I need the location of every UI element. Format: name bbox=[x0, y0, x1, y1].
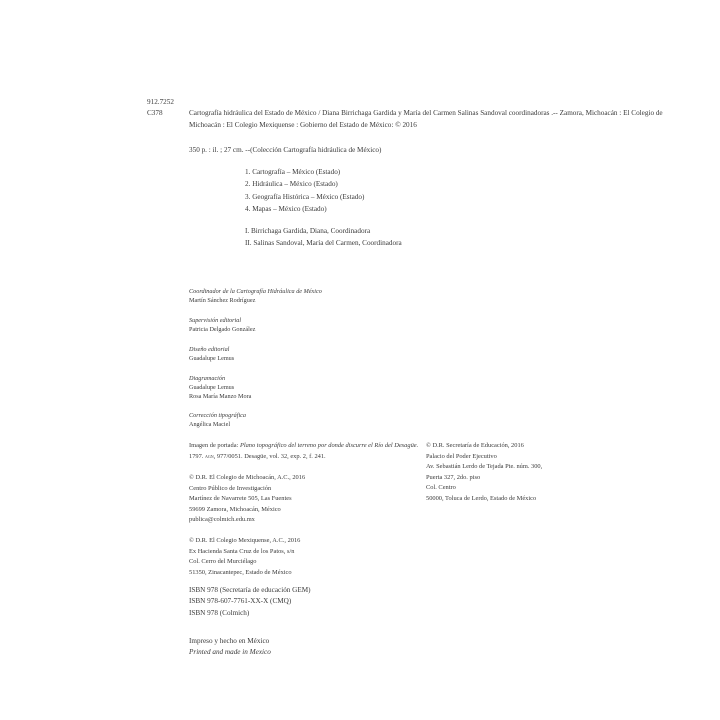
isbn-line: ISBN 978-607-7761-XX-X (CMQ) bbox=[189, 597, 292, 606]
subject-item: 2. Hidráulica – México (Estado) bbox=[245, 180, 338, 189]
catalog-physical: 350 p. : il. ; 27 cm. --(Colección Cartografía hidráulica de México) bbox=[189, 146, 382, 154]
printed-english: Printed and made in Mexico bbox=[189, 648, 271, 657]
isbn-line: ISBN 978 (Secretaría de educación GEM) bbox=[189, 586, 311, 594]
cover-image-credit: Imagen de portada: Plano topográfico del terreno por donde discurre el Río del Desagüe. 1797. agn, 977/0051. Desagüe, vol. 32, exp. 2, f. 241. bbox=[189, 442, 419, 460]
rights-cmq: © D.R. El Colegio Mexiquense, A.C., 2016 Ex Hacienda Santa Cruz de los Patos, s/n Col. Cerro del Murciélago 51350, Zinacantepec, Estado de México bbox=[189, 537, 301, 576]
classification-number: 912.7252 bbox=[147, 98, 174, 106]
credit-role: Coordinador de la Cartografía Hidráulica de México bbox=[189, 288, 322, 295]
credit-name: Rosa María Manzo Mora bbox=[189, 393, 252, 400]
credit-name: Guadalupe Lemus bbox=[189, 384, 235, 391]
classification-cutter: C378 bbox=[147, 109, 163, 117]
rights-sep: © D.R. Secretaría de Educación, 2016 Palacio del Poder Ejecutivo Av. Sebastián Lerdo de Tejada Pte. núm. 300, Puerta 327, 2do. piso Col. Centro 50000, Toluca de Lerdo, Estado de México bbox=[426, 442, 543, 502]
credit-layout bbox=[189, 374, 449, 401]
credit-role: Diseño editorial bbox=[189, 346, 230, 353]
isbn-block bbox=[189, 585, 311, 619]
credit-coordinator bbox=[189, 287, 449, 305]
rights-colmich: © D.R. El Colegio de Michoacán, A.C., 2016 Centro Público de Investigación Martínez de Navarrete 505, Las Fuentes 59699 Zamora, Michoacán, México publica@colmich.edu.mx bbox=[189, 474, 306, 524]
subject-item: 4. Mapas – México (Estado) bbox=[245, 205, 327, 214]
credit-role: Corrección tipográfica bbox=[189, 412, 246, 419]
credit-name: Angélica Maciel bbox=[189, 421, 231, 428]
added-entry: II. Salinas Sandoval, María del Carmen, Coordinadora bbox=[245, 239, 402, 248]
credit-role: Diagramación bbox=[189, 375, 226, 382]
credit-design bbox=[189, 345, 449, 363]
subject-list bbox=[245, 166, 364, 216]
credit-role: Supervisión editorial bbox=[189, 317, 242, 324]
catalog-entry: Cartografía hidráulica del Estado de México / Diana Birrichaga Gardida y María del Carmen Salinas Sandoval coordinadoras .-- Zamora, Michoacán : El Colegio de Michoacán : El Colegio Mexiquense : Gobierno del Estado de México: © 2016 bbox=[189, 109, 663, 130]
added-entry: I. Birrichaga Gardida, Diana, Coordinadora bbox=[245, 227, 371, 235]
printed-spanish: Impreso y hecho en México bbox=[189, 637, 270, 645]
subject-item: 1. Cartografía – México (Estado) bbox=[245, 168, 341, 176]
credit-name: Martín Sánchez Rodríguez bbox=[189, 297, 256, 304]
added-entries bbox=[245, 225, 402, 250]
credit-proofreading bbox=[189, 411, 449, 429]
credit-name: Patricia Delgado González bbox=[189, 326, 256, 333]
printed-block bbox=[189, 636, 271, 659]
isbn-line: ISBN 978 (Colmich) bbox=[189, 608, 250, 617]
cover-image-title: Plano topográfico del terreno por donde discurre el Río del Desagüe. bbox=[239, 442, 419, 449]
subject-item: 3. Geografía Histórica – México (Estado) bbox=[245, 192, 365, 201]
credit-name: Guadalupe Lemus bbox=[189, 355, 235, 362]
credit-supervision bbox=[189, 316, 449, 334]
